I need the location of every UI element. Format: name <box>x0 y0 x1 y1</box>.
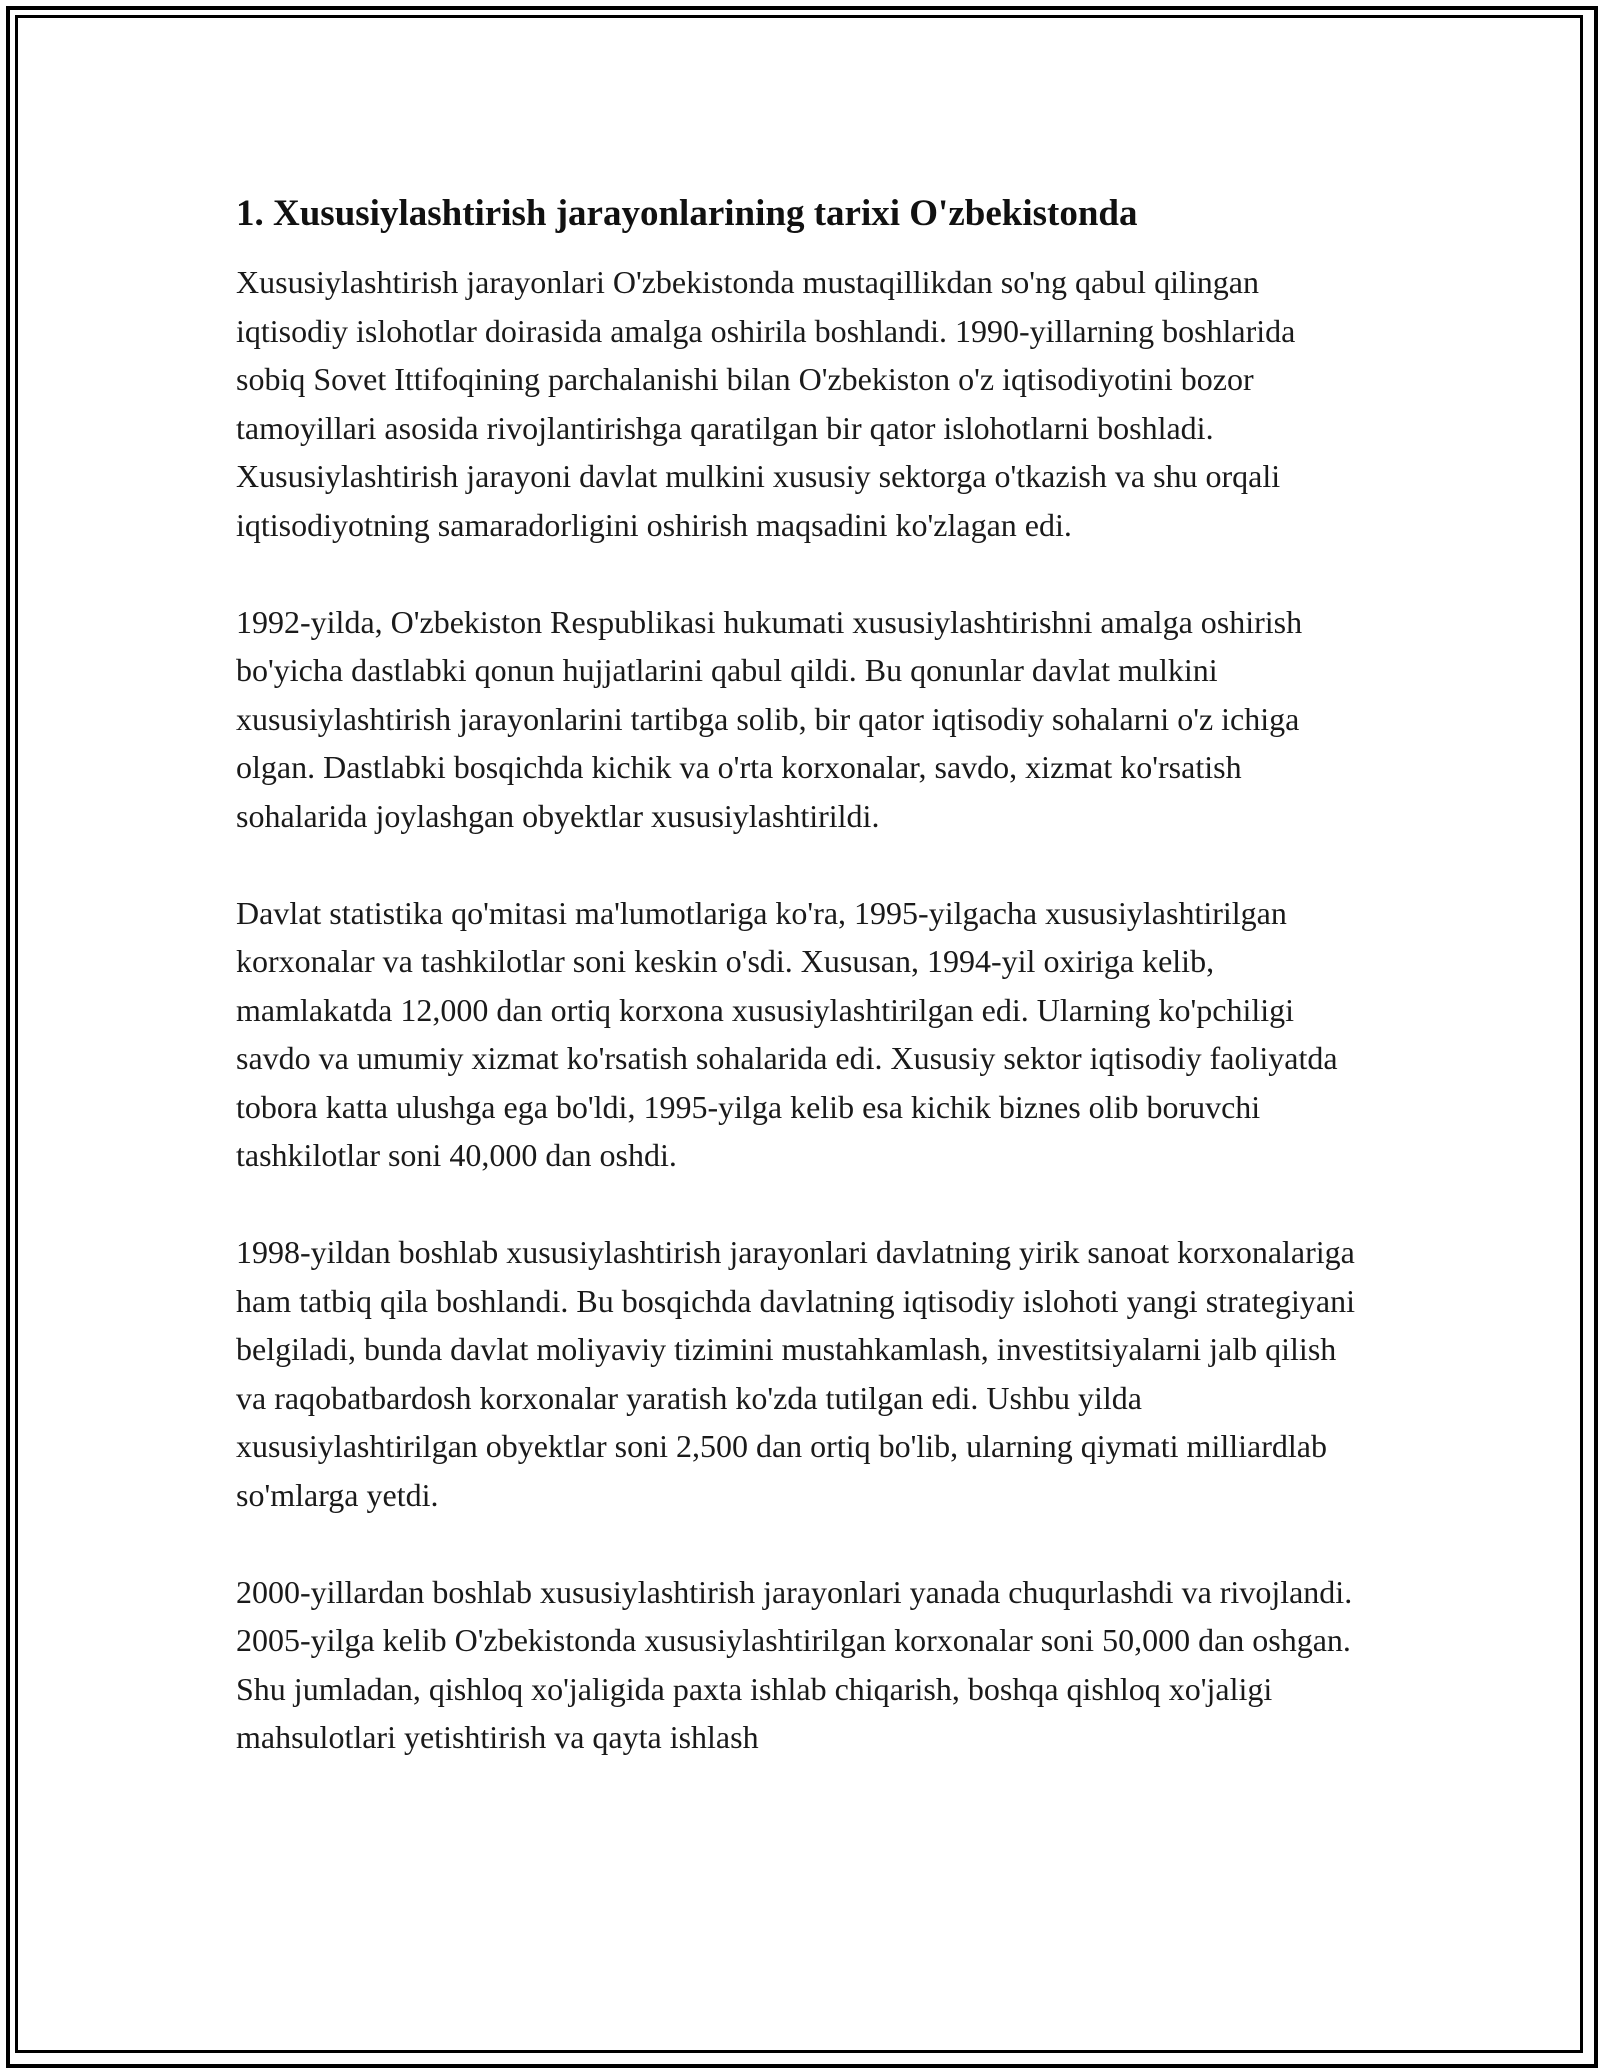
paragraph-1: Xususiylashtirish jarayonlari O'zbekistonda mustaqillikdan so'ng qabul qilingan iqtisodiy islohotlar doirasida amalga oshirila boshlandi. 1990-yillarning boshlarida sobiq Sovet Ittifoqining parchalanishi bilan O'zbekiston o'z iqtisodiyotini bozor tamoyillari asosida rivojlantirishga qaratilgan bir qator islohotlarni boshladi. Xususiylashtirish jarayoni davlat mulkini xususiy sektorga o'tkazish va shu orqali iqtisodiyotning samaradorligini oshirish maqsadini ko'zlagan edi. <box>236 264 1296 543</box>
paragraph-2: 1992-yilda, O'zbekiston Respublikasi hukumati xususiylashtirishni amalga oshirish bo'yicha dastlabki qonun hujjatlarini qabul qildi. Bu qonunlar davlat mulkini xususiylashtirish jarayonlarini tartibga solib, bir qator iqtisodiy sohalarni o'z ichiga olgan. Dastlabki bosqichda kichik va o'rta korxonalar, savdo, xizmat ko'rsatish sohalarida joylashgan obyektlar xususiylashtirildi. <box>236 603 1303 834</box>
section-title: 1. Xususiylashtirish jarayonlarining tarixi O'zbekistonda <box>236 193 1138 234</box>
document-body <box>236 190 1366 1810</box>
paragraph-4: 1998-yildan boshlab xususiylashtirish jarayonlari davlatning yirik sanoat korxonalariga ham tatbiq qila boshlandi. Bu bosqichda davlatning iqtisodiy islohoti yangi strategiyani belgiladi, bunda davlat moliyaviy tizimini mustahkamlash, investitsiyalarni jalb qilish va raqobatbardosh korxonalar yaratish ko'zda tutilgan edi. Ushbu yilda xususiylashtirilgan obyektlar soni 2,500 dan ortiq bo'lib, ularning qiymati milliardlab so'mlarga yetdi. <box>236 1234 1355 1513</box>
paragraph-5: 2000-yillardan boshlab xususiylashtirish jarayonlari yanada chuqurlashdi va rivojlandi. 2005-yilga kelib O'zbekistonda xususiylashtirilgan korxonalar soni 50,000 dan oshgan. Shu jumladan, qishloq xo'jaligida paxta ishlab chiqarish, boshqa qishloq xo'jaligi mahsulotlari yetishtirish va qayta ishlash <box>236 1573 1353 1755</box>
paragraph-3: Davlat statistika qo'mitasi ma'lumotlariga ko'ra, 1995-yilgacha xususiylashtirilgan korxonalar va tashkilotlar soni keskin o'sdi. Xususan, 1994-yil oxiriga kelib, mamlakatda 12,000 dan ortiq korxona xususiylashtirilgan edi. Ularning ko'pchiligi savdo va umumiy xizmat ko'rsatish sohalarida edi. Xususiy sektor iqtisodiy faoliyatda tobora katta ulushga ega bo'ldi, 1995-yilga kelib esa kichik biznes olib boruvchi tashkilotlar soni 40,000 dan oshdi. <box>236 894 1338 1173</box>
